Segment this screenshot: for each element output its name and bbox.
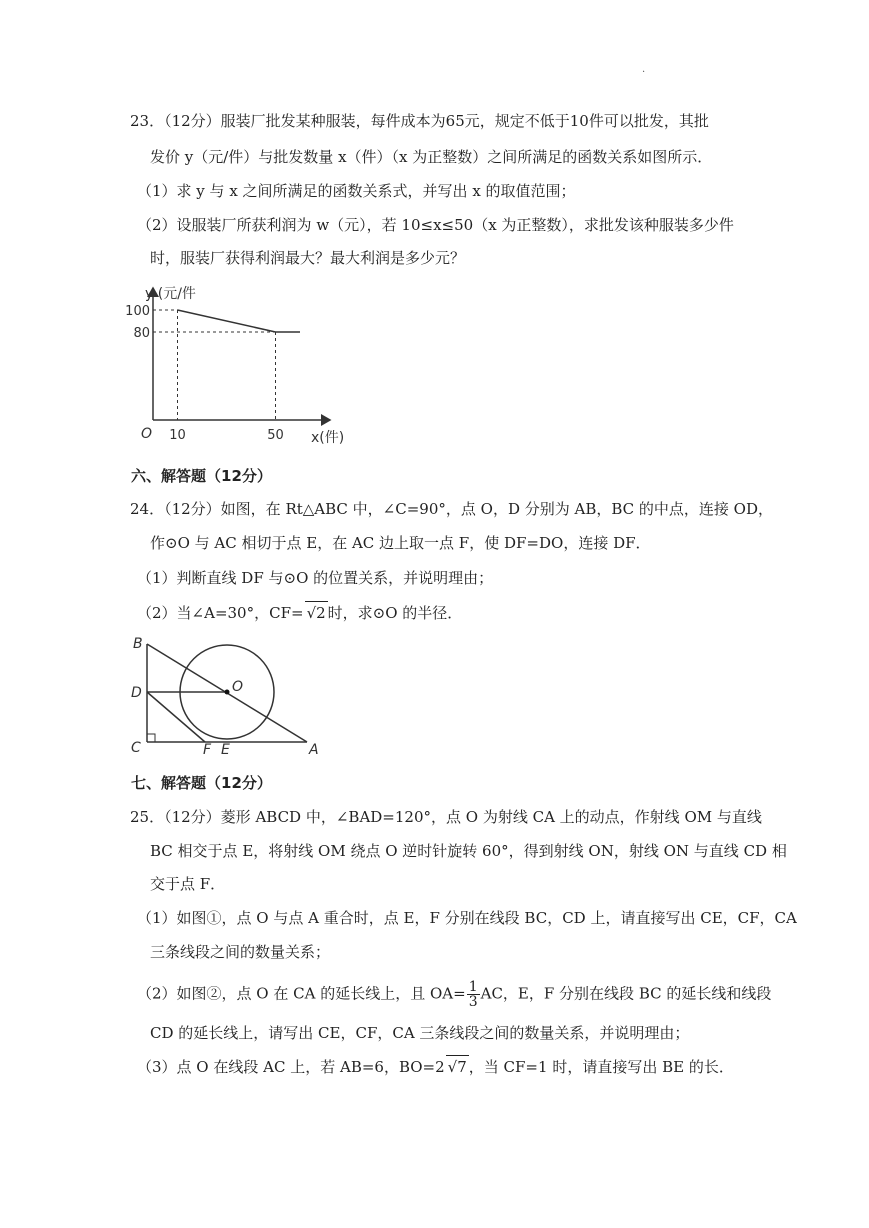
q24-line-4 — [137, 601, 462, 624]
point-C: C — [131, 740, 141, 756]
q25-line-7: CD 的延长线上，请写出 CE，CF，CA 三条线段之间的数量关系，并说明理由； — [150, 1024, 690, 1042]
price-quantity-chart — [125, 280, 360, 450]
point-E: E — [221, 742, 230, 758]
x-axis-label: x(件) — [311, 430, 345, 446]
y-tick-100: 100 — [125, 304, 150, 319]
q23-line-4: （2）设服装厂所获利润为 w（元），若 10≤x≤50（x 为正整数），求批发该种服装多少件 — [137, 216, 734, 234]
point-D: D — [131, 685, 142, 701]
q25-line-8: （3）点 O 在线段 AC 上，若 AB=6，BO=2 √7 ，当 CF=1 时，请直接写出 BE 的长． — [137, 1055, 734, 1078]
section-6-heading: 六、解答题（12分） — [131, 467, 272, 485]
q24-line-1: 24．（12分）如图，在 Rt△ABC 中，∠C=90°，点 O，D 分别为 AB，BC 的中点，连接 OD， — [130, 500, 774, 518]
q23-line-3: （1）求 y 与 x 之间所满足的函数关系式，并写出 x 的取值范围； — [137, 182, 576, 200]
q23-line-5: 时，服装厂获得利润最大？最大利润是多少元？ — [150, 249, 466, 267]
q25-line-2: BC 相交于点 E，将射线 OM 绕点 O 逆时针旋转 60°，得到射线 ON，射线 ON 与直线 CD 相 — [150, 842, 787, 860]
q24-line-3: （1）判断直线 DF 与⊙O 的位置关系，并说明理由； — [137, 569, 494, 587]
sqrt-radicand: √7 — [446, 1055, 469, 1078]
header-mark: . — [642, 64, 646, 75]
q25-line-6: （2）如图②，点 O 在 CA 的延长线上，且 OA= $\frac{1}{3}$ AC，E，F 分别在线段 BC 的延长线和线段 — [137, 979, 772, 1010]
fraction-one-third: $\frac{1}{3}$ — [468, 979, 478, 1010]
sqrt-radicand: √2 — [305, 601, 328, 624]
y-axis-label: y (元/件 — [145, 286, 196, 302]
triangle-circle-figure — [125, 632, 325, 760]
q23-line-2: 发价 y（元/件）与批发数量 x（件）（x 为正整数）之间所满足的函数关系如图所示． — [150, 148, 713, 166]
x-tick-50: 50 — [267, 428, 284, 443]
q24-line-2: 作⊙O 与 AC 相切于点 E，在 AC 边上取一点 F，使 DF=DO，连接 DF． — [150, 534, 651, 552]
point-B: B — [133, 636, 143, 652]
series-line — [178, 310, 301, 332]
x-tick-10: 10 — [169, 428, 186, 443]
point-A: A — [309, 742, 319, 758]
point-F: F — [203, 742, 212, 758]
y-tick-80: 80 — [133, 326, 150, 341]
section-7-heading: 七、解答题（12分） — [131, 774, 272, 792]
q24-line-4-part-a: （2）当∠A=30°，CF= — [137, 604, 304, 622]
point-O: O — [232, 679, 244, 695]
q25-line-3: 交于点 F． — [150, 875, 226, 893]
q25-line-4: （1）如图①，点 O 与点 A 重合时，点 E，F 分别在线段 BC，CD 上，请直接写出 CE，CF，CA — [137, 909, 797, 927]
q23-line-1: 23．（12分）服装厂批发某种服装，每件成本为65元，规定不低于10件可以批发，其批 — [130, 112, 709, 130]
q24-line-4-part-c: 时，求⊙O 的半径． — [327, 604, 463, 622]
q25-line-5: 三条线段之间的数量关系； — [150, 943, 331, 961]
origin-label: O — [141, 426, 153, 442]
q25-line-1: 25．（12分）菱形 ABCD 中，∠BAD=120°，点 O 为射线 CA 上的动点，作射线 OM 与直线 — [130, 808, 762, 826]
